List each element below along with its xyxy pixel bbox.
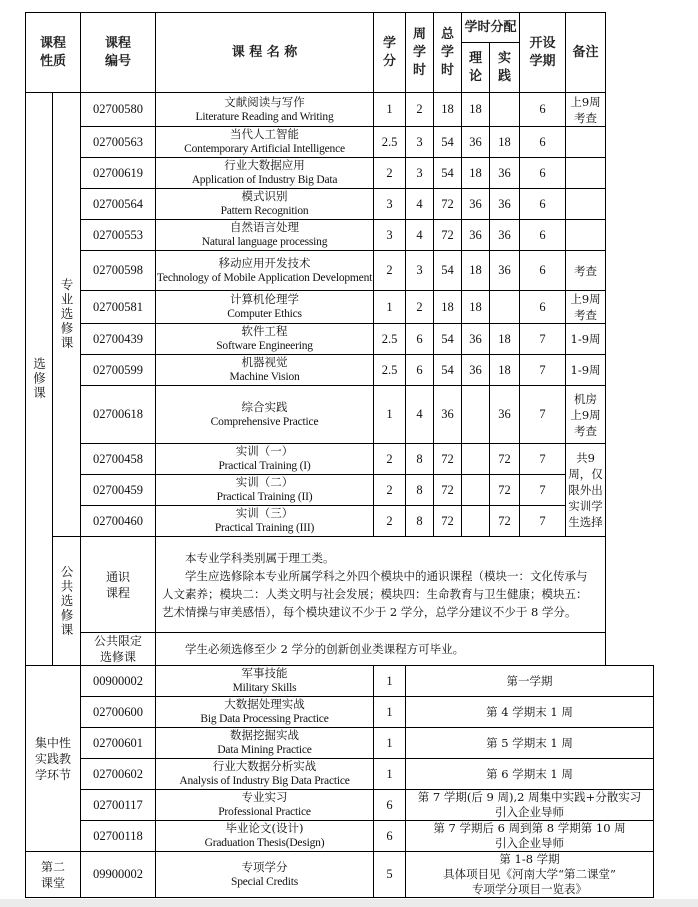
course-name-en: Special Credits	[231, 875, 298, 888]
course-name-en: Data Mining Practice	[217, 744, 312, 756]
course-weekly: 6	[406, 355, 434, 386]
course-semester: 6	[520, 158, 566, 189]
course-practice: 36	[490, 189, 520, 220]
course-weekly: 8	[406, 475, 434, 506]
course-name-zh: 移动应用开发技术	[218, 255, 311, 270]
course-name-zh: 军事技能	[241, 666, 288, 680]
course-name-en: Comprehensive Practice	[210, 415, 319, 428]
course-name-en: Contemporary Artificial Intelligence	[184, 143, 345, 155]
course-name	[156, 759, 374, 790]
category-professional-elective	[53, 93, 81, 537]
course-total: 54	[434, 127, 462, 158]
course-code: 02700563	[81, 127, 156, 158]
course-practice: 72	[490, 506, 520, 537]
general-para-2: 学生应选修除本专业所属学科之外四个模块中的通识课程（模块一：文化传承与人文素养；模块二：人类文明与社会发展；模块四：生命教育与卫生健康；模块五：艺术情操与审美感悟），每个模块建议不少于 2 学分，总学分建议不少于 8 学分。	[162, 568, 588, 619]
course-name-zh: 综合实践	[241, 399, 288, 414]
category-public-elective	[53, 537, 81, 666]
course-semester: 7	[520, 324, 566, 355]
course-theory	[462, 386, 490, 444]
page-bottom-bar	[0, 899, 698, 907]
course-credits: 5	[374, 852, 406, 898]
course-name-zh: 模式识别	[241, 189, 288, 203]
header-practice: 实 践	[490, 43, 520, 93]
limited-elective-label: 公共限定 选修课	[81, 633, 156, 666]
course-code: 02700581	[81, 291, 156, 324]
course-schedule-note: 第 6 学期末 1 周	[406, 759, 654, 790]
course-code: 02700600	[81, 697, 156, 728]
course-theory: 18	[462, 93, 490, 127]
course-name	[156, 93, 374, 127]
course-weekly: 2	[406, 93, 434, 127]
table-row	[26, 386, 654, 444]
course-credits: 2	[374, 506, 406, 537]
table-row	[26, 189, 654, 220]
course-name-zh: 实训（三）	[235, 506, 294, 520]
course-name	[156, 220, 374, 251]
course-code: 02700598	[81, 251, 156, 291]
course-code: 02700439	[81, 324, 156, 355]
general-para-1: 本专业学科类别属于理工类。	[185, 550, 335, 565]
course-total: 18	[434, 291, 462, 324]
course-theory: 18	[462, 291, 490, 324]
course-name-en: Big Data Processing Practice	[200, 713, 329, 725]
course-credits: 2	[374, 158, 406, 189]
course-weekly: 8	[406, 506, 434, 537]
course-name-en: Practical Training (II)	[216, 491, 313, 503]
table-row	[26, 759, 654, 790]
table-row	[26, 158, 654, 189]
course-schedule-note: 第 5 学期末 1 周	[406, 728, 654, 759]
table-row	[26, 537, 654, 633]
course-total: 18	[434, 93, 462, 127]
course-practice: 36	[490, 220, 520, 251]
course-theory: 36	[462, 189, 490, 220]
table-row	[26, 291, 654, 324]
course-name	[156, 697, 374, 728]
course-name-zh: 实训（二）	[235, 475, 294, 489]
course-total: 72	[434, 506, 462, 537]
course-theory	[462, 444, 490, 475]
general-course-description	[156, 537, 606, 633]
course-credits: 2.5	[374, 127, 406, 158]
course-weekly: 6	[406, 324, 434, 355]
course-name-en: Graduation Thesis(Design)	[204, 837, 325, 849]
course-total: 54	[434, 251, 462, 291]
course-semester: 7	[520, 386, 566, 444]
course-name-en: Pattern Recognition	[220, 205, 309, 217]
table-row	[26, 444, 654, 475]
course-total: 54	[434, 355, 462, 386]
course-credits: 2.5	[374, 355, 406, 386]
course-total: 72	[434, 444, 462, 475]
course-code: 02700553	[81, 220, 156, 251]
course-code: 02700118	[81, 821, 156, 852]
course-theory: 36	[462, 220, 490, 251]
course-credits: 1	[374, 93, 406, 127]
course-name-zh: 计算机伦理学	[230, 292, 300, 306]
course-name	[156, 251, 374, 291]
course-name-zh: 大数据处理实战	[224, 697, 305, 711]
course-code: 02700619	[81, 158, 156, 189]
course-practice: 18	[490, 127, 520, 158]
course-practice: 36	[490, 251, 520, 291]
course-semester: 6	[520, 127, 566, 158]
course-total: 72	[434, 475, 462, 506]
course-name-zh: 软件工程	[241, 324, 288, 338]
course-credits: 2	[374, 251, 406, 291]
elective-label: 选修课	[31, 357, 47, 401]
course-code: 02700460	[81, 506, 156, 537]
course-weekly: 2	[406, 291, 434, 324]
course-name	[156, 386, 374, 444]
course-credits: 1	[374, 291, 406, 324]
course-name-zh: 机器视觉	[241, 355, 288, 369]
course-name	[156, 127, 374, 158]
course-schedule-note: 第 1-8 学期 具体项目见《河南大学“第二课堂” 专项学分项目一览表》	[406, 852, 654, 898]
table-row	[26, 821, 654, 852]
public-elective-label: 公共选修课	[59, 564, 74, 638]
course-code: 02700618	[81, 386, 156, 444]
course-name	[156, 821, 374, 852]
course-credits: 1	[374, 728, 406, 759]
course-semester: 6	[520, 220, 566, 251]
course-total: 72	[434, 189, 462, 220]
course-name-en: Technology of Mobile Application Development	[156, 271, 373, 284]
course-name	[156, 790, 374, 821]
course-practice	[490, 291, 520, 324]
course-code: 00900002	[81, 666, 156, 697]
course-code: 02700117	[81, 790, 156, 821]
course-credits: 6	[374, 821, 406, 852]
category-practice: 集中性 实践教 学环节	[26, 666, 81, 852]
header-remarks: 备注	[566, 13, 606, 93]
course-remark	[566, 189, 606, 220]
general-course-label: 通识 课程	[81, 537, 156, 633]
header-semester: 开设 学期	[520, 13, 566, 93]
course-credits: 1	[374, 666, 406, 697]
header-category: 课程 性质	[26, 13, 81, 93]
course-schedule-note: 第 4 学期末 1 周	[406, 697, 654, 728]
category-elective	[26, 93, 53, 666]
table-row	[26, 475, 654, 506]
course-name	[156, 475, 374, 506]
course-name-zh: 数据挖掘实战	[230, 728, 300, 742]
table-row	[26, 251, 654, 291]
course-theory	[462, 506, 490, 537]
course-code: 02700458	[81, 444, 156, 475]
course-schedule-note: 第 7 学期(后 9 周),2 周集中实践+分散实习 引入企业导师	[406, 790, 654, 821]
course-total: 36	[434, 386, 462, 444]
course-name-en: Military Skills	[232, 682, 297, 694]
course-semester: 7	[520, 475, 566, 506]
table-row	[26, 220, 654, 251]
course-credits: 2	[374, 475, 406, 506]
course-remark	[566, 220, 606, 251]
course-credits: 3	[374, 220, 406, 251]
course-semester: 6	[520, 189, 566, 220]
course-practice: 36	[490, 386, 520, 444]
course-name-en: Practical Training (III)	[214, 522, 315, 534]
course-total: 72	[434, 220, 462, 251]
course-semester: 6	[520, 251, 566, 291]
course-semester: 7	[520, 444, 566, 475]
course-name	[156, 158, 374, 189]
course-remark: 上9周 考查	[566, 93, 606, 127]
course-name-en: Natural language processing	[201, 236, 328, 248]
table-row	[26, 666, 654, 697]
training-remark: 共9 周，仅 限外出 实训学 生选择	[566, 444, 606, 537]
course-remark	[566, 158, 606, 189]
course-practice: 18	[490, 355, 520, 386]
course-name	[156, 666, 374, 697]
course-name	[156, 291, 374, 324]
course-credits: 1	[374, 386, 406, 444]
course-code: 02700580	[81, 93, 156, 127]
course-credits: 1	[374, 759, 406, 790]
course-remark: 1-9周	[566, 324, 606, 355]
course-semester: 6	[520, 291, 566, 324]
course-weekly: 3	[406, 127, 434, 158]
course-name-zh: 专业实习	[241, 790, 288, 804]
course-name-zh: 专项学分	[241, 859, 288, 874]
course-remark: 1-9周	[566, 355, 606, 386]
header-total-hours: 总 学 时	[434, 13, 462, 93]
course-schedule-note: 第一学期	[406, 666, 654, 697]
curriculum-table	[25, 12, 654, 898]
course-name-en: Practical Training (I)	[218, 460, 311, 472]
course-code: 02700564	[81, 189, 156, 220]
course-weekly: 4	[406, 189, 434, 220]
course-name-en: Professional Practice	[218, 806, 311, 818]
course-semester: 7	[520, 506, 566, 537]
limited-elective-description: 学生必须选修至少 2 学分的创新创业类课程方可毕业。	[156, 633, 606, 666]
table-row	[26, 728, 654, 759]
course-semester: 6	[520, 93, 566, 127]
course-weekly: 8	[406, 444, 434, 475]
header-code: 课程 编号	[81, 13, 156, 93]
course-code: 02700459	[81, 475, 156, 506]
course-weekly: 3	[406, 251, 434, 291]
course-credits: 2	[374, 444, 406, 475]
table-row	[26, 324, 654, 355]
professional-elective-label: 专业选修课	[59, 278, 74, 351]
course-practice: 36	[490, 158, 520, 189]
course-theory: 36	[462, 127, 490, 158]
course-name-en: Computer Ethics	[227, 308, 302, 320]
course-name	[156, 444, 374, 475]
course-name	[156, 506, 374, 537]
course-theory: 18	[462, 158, 490, 189]
course-name	[156, 324, 374, 355]
course-credits: 2.5	[374, 324, 406, 355]
course-weekly: 4	[406, 386, 434, 444]
course-credits: 1	[374, 697, 406, 728]
course-name-zh: 实训（一）	[235, 444, 294, 458]
course-name-en: Analysis of Industry Big Data Practice	[179, 775, 350, 787]
course-name-zh: 行业大数据应用	[224, 158, 305, 172]
course-name-en: Application of Industry Big Data	[191, 174, 338, 186]
header-name: 课 程 名 称	[156, 13, 374, 93]
course-credits: 6	[374, 790, 406, 821]
course-name-en: Literature Reading and Writing	[195, 110, 334, 123]
course-practice: 72	[490, 475, 520, 506]
course-practice: 18	[490, 324, 520, 355]
course-semester: 7	[520, 355, 566, 386]
course-name-zh: 毕业论文(设计)	[225, 821, 304, 835]
course-code: 02700602	[81, 759, 156, 790]
table-row	[26, 633, 654, 666]
course-weekly: 3	[406, 158, 434, 189]
course-code: 02700599	[81, 355, 156, 386]
table-row	[26, 852, 654, 898]
course-weekly: 4	[406, 220, 434, 251]
course-name	[156, 728, 374, 759]
course-remark	[566, 127, 606, 158]
course-practice	[490, 93, 520, 127]
course-theory	[462, 475, 490, 506]
table-row	[26, 790, 654, 821]
header-theory: 理 论	[462, 43, 490, 93]
table-row	[26, 506, 654, 537]
course-name	[156, 852, 374, 898]
table-row	[26, 355, 654, 386]
category-second-class: 第二 课堂	[26, 852, 81, 898]
course-name-zh: 当代人工智能	[230, 127, 300, 141]
course-code: 09900002	[81, 852, 156, 898]
course-name-en: Machine Vision	[229, 371, 300, 383]
course-theory: 36	[462, 324, 490, 355]
course-name	[156, 355, 374, 386]
course-code: 02700601	[81, 728, 156, 759]
table-row	[26, 93, 654, 127]
header-credits: 学 分	[374, 13, 406, 93]
course-remark: 机房 上9周 考查	[566, 386, 606, 444]
course-name-en: Software Engineering	[216, 340, 313, 352]
course-name-zh: 行业大数据分析实战	[212, 759, 317, 773]
header-weekly-hours: 周 学 时	[406, 13, 434, 93]
course-remark: 考查	[566, 251, 606, 291]
course-theory: 18	[462, 251, 490, 291]
course-theory: 36	[462, 355, 490, 386]
course-schedule-note: 第 7 学期后 6 周到第 8 学期第 10 周 引入企业导师	[406, 821, 654, 852]
course-practice: 72	[490, 444, 520, 475]
course-name-zh: 文献阅读与写作	[224, 94, 305, 109]
course-name	[156, 189, 374, 220]
table-row	[26, 697, 654, 728]
course-remark: 上9周 考查	[566, 291, 606, 324]
course-credits: 3	[374, 189, 406, 220]
course-total: 54	[434, 324, 462, 355]
course-total: 54	[434, 158, 462, 189]
header-hours-distribution: 学时分配	[462, 13, 520, 43]
course-name-zh: 自然语言处理	[230, 220, 300, 234]
table-row	[26, 127, 654, 158]
